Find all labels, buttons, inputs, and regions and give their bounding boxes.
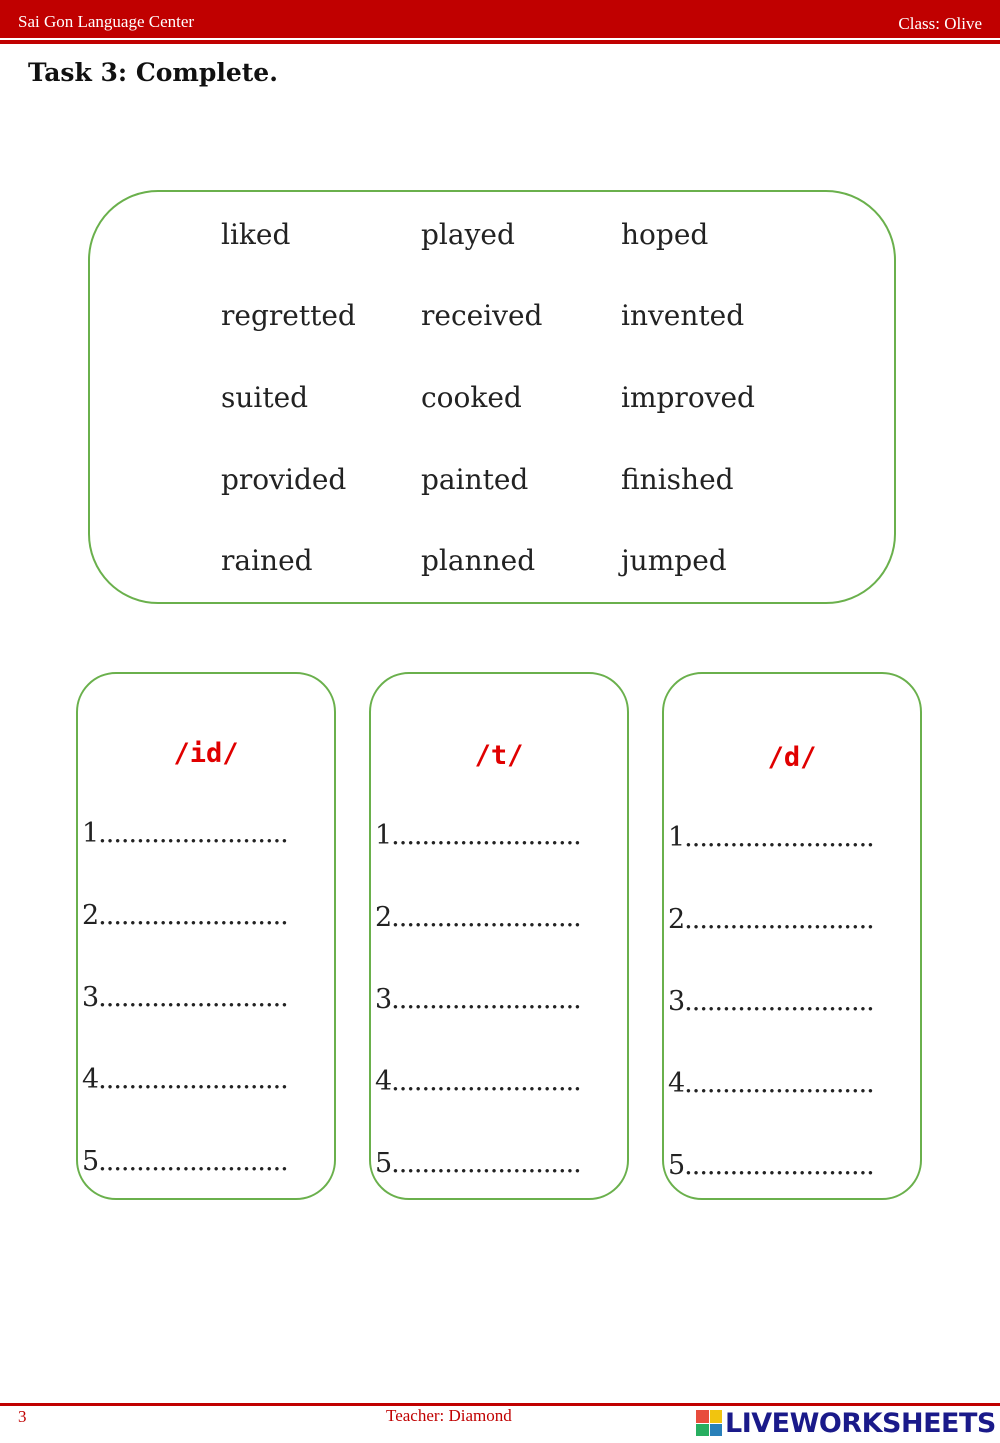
- column-heading-d: /d/: [767, 742, 817, 773]
- word-bank-item[interactable]: provided: [221, 463, 347, 496]
- answer-slot[interactable]: 3.........................: [668, 986, 874, 1017]
- task-title: Task 3: Complete.: [28, 58, 278, 87]
- liveworksheets-logo[interactable]: [696, 1408, 996, 1438]
- column-heading-id: /id/: [173, 738, 239, 769]
- school-name: Sai Gon Language Center: [18, 12, 195, 31]
- column-d: [662, 672, 922, 1200]
- answer-slot[interactable]: 1.........................: [375, 820, 581, 851]
- answer-slot[interactable]: 4.........................: [82, 1064, 288, 1095]
- answer-slot[interactable]: 1.........................: [668, 822, 874, 853]
- answer-slot[interactable]: 5.........................: [82, 1146, 288, 1177]
- answer-slot[interactable]: 4.........................: [668, 1068, 874, 1099]
- answer-slot[interactable]: 2.........................: [668, 904, 874, 935]
- answer-slot[interactable]: 3.........................: [82, 982, 288, 1013]
- word-bank-item[interactable]: rained: [221, 544, 313, 577]
- brand-name: LIVEWORKSHEETS: [725, 1407, 996, 1439]
- class-label: Class: Olive: [898, 14, 982, 33]
- word-bank-item[interactable]: cooked: [421, 381, 522, 414]
- word-bank-item[interactable]: liked: [221, 218, 291, 251]
- word-bank-item[interactable]: invented: [621, 299, 745, 332]
- word-bank-item[interactable]: jumped: [621, 544, 727, 577]
- page-number: 3: [18, 1407, 27, 1426]
- column-heading-t: /t/: [474, 740, 524, 771]
- header-bar: [0, 0, 1000, 38]
- logo-mark-icon: [696, 1410, 722, 1436]
- word-bank-item[interactable]: planned: [421, 544, 536, 577]
- answer-slot[interactable]: 2.........................: [375, 902, 581, 933]
- word-bank-item[interactable]: finished: [621, 463, 734, 496]
- teacher-name: Teacher: Diamond: [386, 1406, 512, 1425]
- answer-slot[interactable]: 5.........................: [668, 1150, 874, 1181]
- header-divider: [0, 40, 1000, 44]
- word-bank-item[interactable]: regretted: [221, 299, 356, 332]
- word-bank-item[interactable]: improved: [621, 381, 755, 414]
- word-bank-item[interactable]: received: [421, 299, 543, 332]
- word-bank-item[interactable]: played: [421, 218, 515, 251]
- answer-slot[interactable]: 5.........................: [375, 1148, 581, 1179]
- answer-slot[interactable]: 2.........................: [82, 900, 288, 931]
- column-t: [369, 672, 629, 1200]
- answer-slot[interactable]: 3.........................: [375, 984, 581, 1015]
- word-bank-item[interactable]: painted: [421, 463, 529, 496]
- word-bank-item[interactable]: suited: [221, 381, 309, 414]
- answer-slot[interactable]: 1.........................: [82, 818, 288, 849]
- word-bank-box: [88, 190, 896, 604]
- answer-slot[interactable]: 4.........................: [375, 1066, 581, 1097]
- word-bank-item[interactable]: hoped: [621, 218, 709, 251]
- column-id: [76, 672, 336, 1200]
